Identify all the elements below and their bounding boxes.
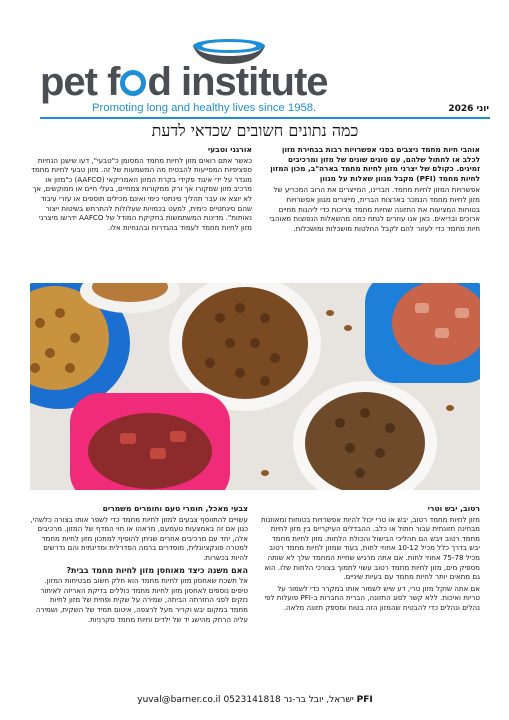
wet-dry-section bbox=[260, 504, 480, 615]
intro-body: אפשרויות המזון לחיות מחמד. חברינו, המייצרים את הרוב המכריע של מזון לחיות מחמד הנמכר בארצות הברית, מייצרים מגוון אפשרויות בטוחות המציעות את התזונה שחיות מחמד צריכות כדי ליהנות מחיים ארוכים ובריאים. כאן אנו עוזרים לנתח כמה מהשאלות הנפוצות מאוהבי חיות מחמד כדי לעזור להם לקבל החלטות מושכלות ומושכלות. bbox=[269, 185, 480, 233]
intro-section bbox=[268, 145, 480, 235]
organic-body: כאשר אתם רואים מזון לחיות מחמד המסומן כ"טבעי", דעו שישנן הנחיות ספציפיות המסייעות להבטיח מה המשמעות של זה. מזון טבעי לחיות מחמד מוגדר על ידי איגוד פקידי בקרת המזון האמריקאי (AAFCO) כ"מזון או מרכיב מזון שמקורו אך ורק ממקורות צמחיים, בעלי חיים או ממוקשים, אך לא יוצא או עבר תהליך סינתטי כימי ואינם מכילים תוספים או עזרי עיבוד שהם סינתטיים כימית, למעט בכמויות שעלולות להתרחש בשיטות ייצור נאותות". מדינות המשתמשות בחקיקת המודל של AAFCO ידרשו מיצרני מזון לחיות מחמד לעמוד בהגדרות ובהנחיות אלו. bbox=[31, 155, 252, 232]
footer-contact bbox=[30, 695, 480, 705]
bowl-o-icon bbox=[120, 70, 146, 96]
intro-lead: אוהבי חיות מחמד ניצבים בפני אפשרויות רבות בבחירת מזון לכלב או לחתול שלהם, עם סוגים שונים של מזון ומרכיבים זמינים. כקולם של יצרני מזון לחיות מחמד בארה"ב, מכון המזון לחיות מחמד (PFI) מקבל מגוון שאלות על מגוון bbox=[270, 145, 480, 183]
header-divider bbox=[40, 117, 490, 119]
organic-heading: אורגני וטבעי bbox=[207, 145, 252, 154]
pet-food-bowls-photo bbox=[30, 283, 480, 490]
colors-storage-section bbox=[30, 504, 248, 626]
wet-dry-body-2: אם אתה שוקל מזון טרי, דע שיש לשמור אותו במקרר כדי לשמור על טריות ואיכות. ללא קשר לסוג התזונה, הברית החברות ב-PFI פועלות לפי נהלים ונהלים כדי להבטיח שהמזון הזה בטוח ומספק תזונה מלאה. bbox=[264, 583, 480, 612]
page-title: כמה נתונים חשובים שכדאי לדעת bbox=[151, 121, 359, 140]
storage-heading: האם משנה כיצד מאוחסן מזון לחיות מחמד בבית? bbox=[66, 565, 248, 575]
brand-wordmark: pet f d institute bbox=[40, 60, 328, 104]
footer-contact-details: ישראל, יובל בר-נר 0523141818 yuval@barner.co.il bbox=[137, 695, 354, 705]
issue-date: יוני 2026 bbox=[448, 104, 489, 114]
organic-section bbox=[30, 145, 252, 234]
pet-food-bowls-image bbox=[30, 283, 480, 490]
additives-body: עשויים להתווסף צבעים למזון לחיות מחמד כדי לשפר אותו בצורה כלשהי, כגון אם זה באמצעות טעמעם, מראהו או חוי המדף של המזון. מרכיבים אלה, יחד עם מרכיבים אחרים שניתן להוסיף למתכון מזון לחיות מחמד למטרה פונקציונלית, מוסדרים ברמה הפדרלית ומדינתית והם נדרשים להיות בכשרות. bbox=[30, 514, 248, 562]
wet-dry-heading: רטוב, יבש וטרי bbox=[427, 504, 480, 513]
additives-heading: צבעי מאכל, חומרי טעם וחומרים משמרים bbox=[102, 504, 248, 513]
wet-dry-body-1: מזון לחיות מחמד רטוב, יבש או טרי יכול להיות אפשרויות בטוחות ומאוזנות מבחינה תזונתית עבור חתול או כלב. ההבדלים העיקריים בין מזון לחיות מחמד רטוב ויבש הם תהליכי הבישול והכולת הלחות. מזון לחיות מחמד יבש בדרך כלל מכיל 10-12 אחוזי לחות, בעוד שמזון לחיות מחמד רטוב מכיל 75-78 אחוזי לחות. אם אתה מרגיש שחיית המחמד שלך לא שותה מספיק מים, מזון לחיות מחמד רטוב עשוי לתמוך בצורכי הלחות שלו. הוא גם מתאים יותר לחיות מחמד עם בעיות שיניים. bbox=[260, 514, 480, 582]
tagline: Promoting long and healthy lives since 1958. bbox=[92, 102, 317, 114]
storage-body: אל תשכח שאחסון מזון לחיות מחמד הוא חלק חשוב מבטיחות המזון. טיפים נוספים לאחסון מזון לחיות מחמד כוללים בדיקת האריזה לאיתור נזקים לפני החזרתה הביתה, שמירה על שקית ופחית של מזון לחיות מחמד במקום יבש וקריר מעל לרצפה, איטום תמיד של השקית, ושמירה עליה הרחק מהישג יד של ילדים וחיות מחמד סקרניות. bbox=[35, 576, 248, 624]
footer-org: PFI bbox=[356, 695, 373, 705]
